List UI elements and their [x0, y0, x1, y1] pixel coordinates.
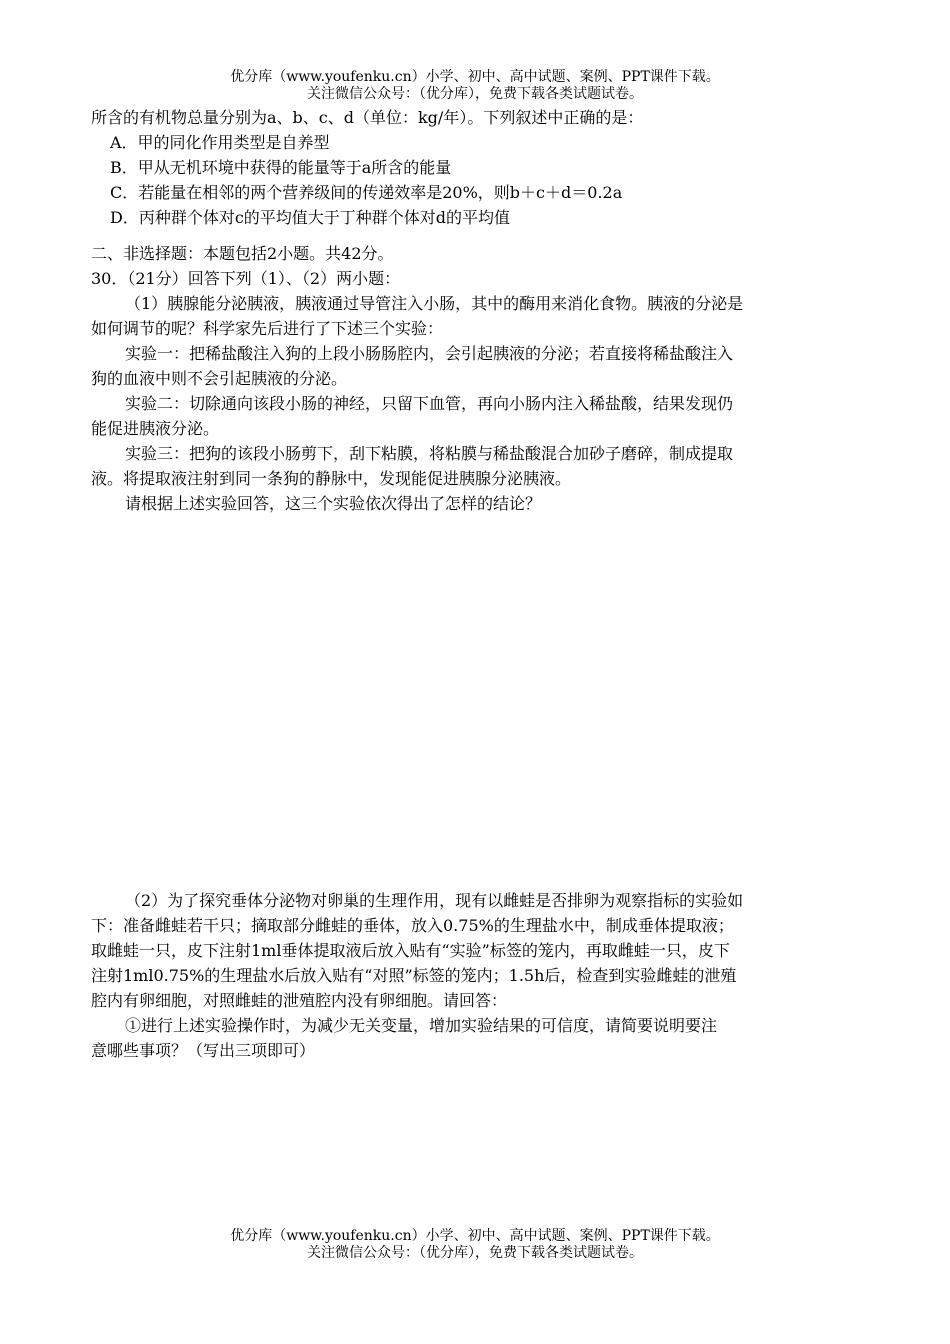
- q30-p2-line: 腔内有卵细胞，对照雌蛙的泄殖腔内没有卵细胞。请回答：: [91, 991, 508, 1010]
- q30-exp2-line: 实验二：切除通向该段小肠的神经，只留下血管，再向小肠内注入稀盐酸，结果发现仍: [125, 394, 734, 413]
- q30-exp1-line: 实验一：把稀盐酸注入狗的上段小肠肠腔内，会引起胰液的分泌；若直接将稀盐酸注入: [125, 344, 734, 363]
- q30-ask1: 请根据上述实验回答，这三个实验依次得出了怎样的结论？: [125, 494, 542, 513]
- q30-head: 30．（21分）回答下列（1）、（2）两小题：: [91, 269, 401, 288]
- q30-ask2-line: 意哪些事项？（写出三项即可）: [91, 1041, 316, 1060]
- footer-line-1: 优分库（www.youfenku.cn）小学、初中、高中试题、案例、PPT课件下载。: [230, 1228, 720, 1244]
- section-2-title: 二、非选择题：本题包括2小题。共42分。: [91, 244, 394, 263]
- q30-p1-line: 如何调节的呢？科学家先后进行了下述三个实验：: [91, 319, 444, 338]
- q29-option-a: A．甲的同化作用类型是自养型: [110, 133, 330, 152]
- q30-exp1-line: 狗的血液中则不会引起胰液的分泌。: [91, 369, 348, 388]
- q30-p2-line: （2）为了探究垂体分泌物对卵巢的生理作用，现有以雌蛙是否排卵为观察指标的实验如: [125, 891, 744, 910]
- q29-option-b: B．甲从无机环境中获得的能量等于a所含的能量: [110, 158, 452, 177]
- q30-p2-line: 注射1ml0.75%的生理盐水后放入贴有“对照”标签的笼内；1.5h后，检查到实验雌蛙的泄殖: [91, 966, 737, 985]
- q30-exp3-line: 实验三：把狗的该段小肠剪下，刮下粘膜，将粘膜与稀盐酸混合加砂子磨碎，制成提取: [125, 444, 734, 463]
- q30-exp3-line: 液。将提取液注射到同一条狗的静脉中，发现能促进胰腺分泌胰液。: [91, 469, 572, 488]
- q29-option-c: C．若能量在相邻的两个营养级间的传递效率是20%，则b＋c＋d＝0.2a: [110, 183, 623, 202]
- q30-ask2-line: ①进行上述实验操作时，为减少无关变量，增加实验结果的可信度，请简要说明要注: [125, 1016, 718, 1035]
- q30-p2-line: 取雌蛙一只，皮下注射1ml垂体提取液后放入贴有“实验”标签的笼内，再取雌蛙一只，皮下: [91, 941, 730, 960]
- q29-option-d: D．丙种群个体对c的平均值大于丁种群个体对d的平均值: [110, 208, 511, 227]
- footer-line-2: 关注微信公众号：（优分库），免费下载各类试题试卷。: [307, 1245, 643, 1261]
- header-line-2: 关注微信公众号：（优分库），免费下载各类试题试卷。: [307, 86, 643, 102]
- q30-p1-line: （1）胰腺能分泌胰液，胰液通过导管注入小肠，其中的酶用来消化食物。胰液的分泌是: [125, 294, 744, 313]
- q30-p2-line: 下：准备雌蛙若干只；摘取部分雌蛙的垂体，放入0.75%的生理盐水中，制成垂体提取液；: [91, 916, 734, 935]
- q29-stem: 所含的有机物总量分别为a、b、c、d（单位：kg/年）。下列叙述中正确的是：: [91, 108, 644, 127]
- q30-exp2-line: 能促进胰液分泌。: [91, 419, 220, 438]
- header-line-1: 优分库（www.youfenku.cn）小学、初中、高中试题、案例、PPT课件下载。: [230, 69, 720, 85]
